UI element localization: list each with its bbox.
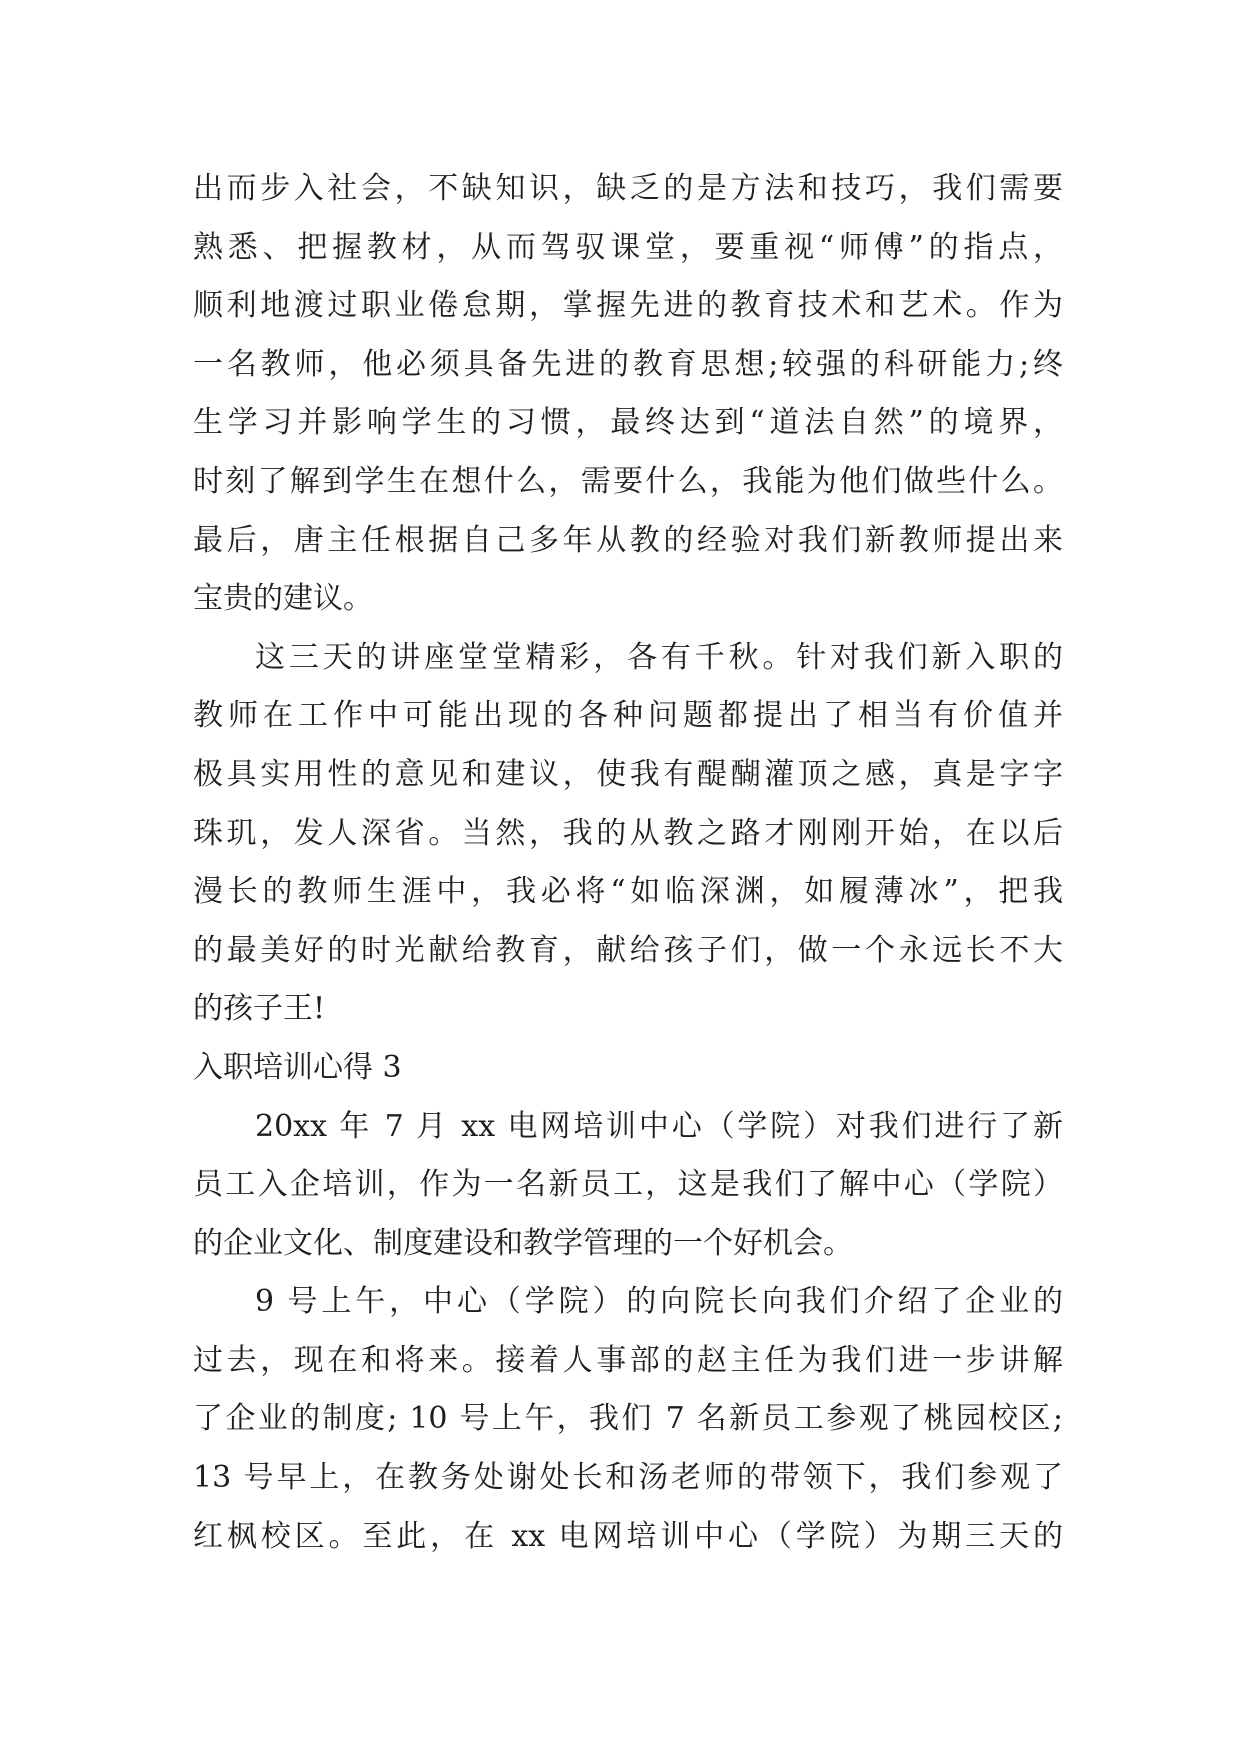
document-body (193, 160, 1063, 1566)
paragraph-2 (193, 629, 1063, 1039)
text-line: 的企业文化、制度建设和教学管理的一个好机会。 (193, 1225, 853, 1261)
text-line: 红枫校区。至此，在 xx 电网培训中心（学院）为期三天的 (193, 1518, 1063, 1554)
heading-line: 入职培训心得 3 (193, 1049, 402, 1085)
text-line: 珠玑，发人深省。当然，我的从教之路才刚刚开始，在以后 (193, 815, 1063, 851)
text-line: 的孩子王! (193, 991, 326, 1027)
text-line: 一名教师，他必须具备先进的教育思想;较强的科研能力;终 (193, 346, 1063, 382)
text-line: 教师在工作中可能出现的各种问题都提出了相当有价值并 (193, 698, 1063, 734)
text-line: 员工入企培训，作为一名新员工，这是我们了解中心（学院） (193, 1167, 1063, 1203)
text-line: 过去，现在和将来。接着人事部的赵主任为我们进一步讲解 (193, 1342, 1063, 1378)
text-line: 了企业的制度; 10 号上午，我们 7 名新员工参观了桃园校区; (193, 1401, 1063, 1437)
text-line: 熟悉、把握教材，从而驾驭课堂，要重视“师傅”的指点， (193, 229, 1063, 265)
text-line: 20xx 年 7 月 xx 电网培训中心（学院）对我们进行了新 (255, 1108, 1063, 1144)
section-heading (193, 1039, 1063, 1098)
text-line: 顺利地渡过职业倦怠期，掌握先进的教育技术和艺术。作为 (193, 288, 1063, 324)
text-line: 宝贵的建议。 (193, 581, 373, 617)
text-line: 生学习并影响学生的习惯，最终达到“道法自然”的境界， (193, 405, 1063, 441)
paragraph-3 (193, 1098, 1063, 1274)
text-line: 13 号早上，在教务处谢处长和汤老师的带领下，我们参观了 (193, 1460, 1063, 1496)
text-line: 的最美好的时光献给教育，献给孩子们，做一个永远长不大 (193, 932, 1063, 968)
text-line: 极具实用性的意见和建议，使我有醍醐灌顶之感，真是字字 (193, 756, 1063, 792)
text-line: 漫长的教师生涯中，我必将“如临深渊，如履薄冰”，把我 (193, 874, 1063, 910)
text-line: 出而步入社会，不缺知识，缺乏的是方法和技巧，我们需要 (193, 171, 1063, 206)
paragraph-4 (193, 1273, 1063, 1566)
text-line: 这三天的讲座堂堂精彩，各有千秋。针对我们新入职的 (255, 639, 1063, 675)
paragraph-1 (193, 160, 1063, 629)
text-line: 最后，唐主任根据自己多年从教的经验对我们新教师提出来 (193, 522, 1063, 558)
text-line: 时刻了解到学生在想什么，需要什么，我能为他们做些什么。 (193, 463, 1063, 499)
text-line: 9 号上午，中心（学院）的向院长向我们介绍了企业的 (255, 1284, 1063, 1320)
